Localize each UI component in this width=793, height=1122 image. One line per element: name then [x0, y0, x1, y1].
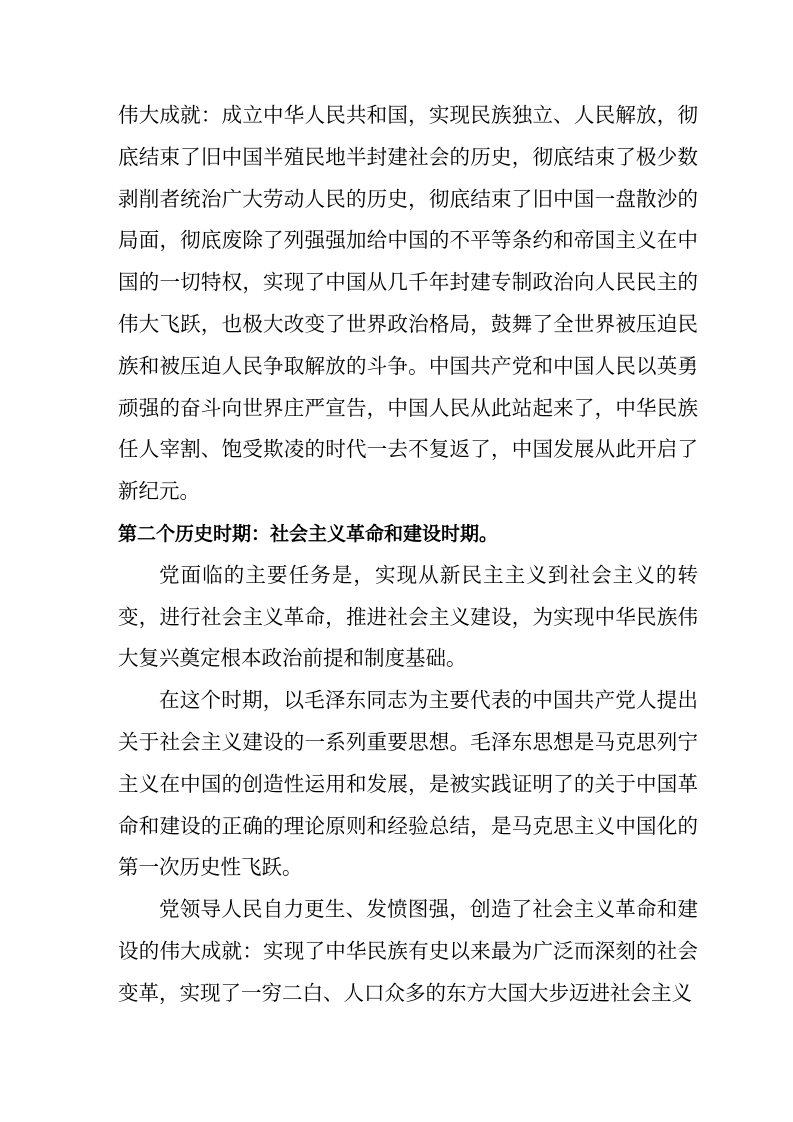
body-paragraph: 党面临的主要任务是，实现从新民主主义到社会主义的转变，进行社会主义革命，推进社会主义建设，为实现中华民族伟大复兴奠定根本政治前提和制度基础。	[118, 564, 698, 671]
body-paragraph: 党领导人民自力更生、发愤图强，创造了社会主义革命和建设的伟大成就：实现了中华民族有史以来最为广泛而深刻的社会变革，实现了一穷二白、人口众多的东方大国大步迈进社会主义	[118, 899, 698, 1005]
document-body	[118, 96, 698, 1016]
section-heading: 第二个历史时期：社会主义革命和建设时期。	[118, 523, 499, 545]
body-paragraph: 在这个时期，以毛泽东同志为主要代表的中国共产党人提出关于社会主义建设的一系列重要思想。毛泽东思想是马克思列宁主义在中国的创造性运用和发展，是被实践证明了的关于中国革命和建设的正确的理论原则和经验总结，是马克思主义中国化的第一次历史性飞跃。	[118, 690, 698, 880]
body-paragraph: 伟大成就：成立中华人民共和国，实现民族独立、人民解放，彻底结束了旧中国半殖民地半封建社会的历史，彻底结束了极少数剥削者统治广大劳动人民的历史，彻底结束了旧中国一盘散沙的局面，彻底废除了列强强加给中国的不平等条约和帝国主义在中国的一切特权，实现了中国从几千年封建专制政治向人民民主的伟大飞跃，也极大改变了世界政治格局，鼓舞了全世界被压迫民族和被压迫人民争取解放的斗争。中国共产党和中国人民以英勇顽强的奋斗向世界庄严宣告，中国人民从此站起来了，中华民族任人宰割、饱受欺凌的时代一去不复返了，中国发展从此开启了新纪元。	[118, 105, 698, 504]
